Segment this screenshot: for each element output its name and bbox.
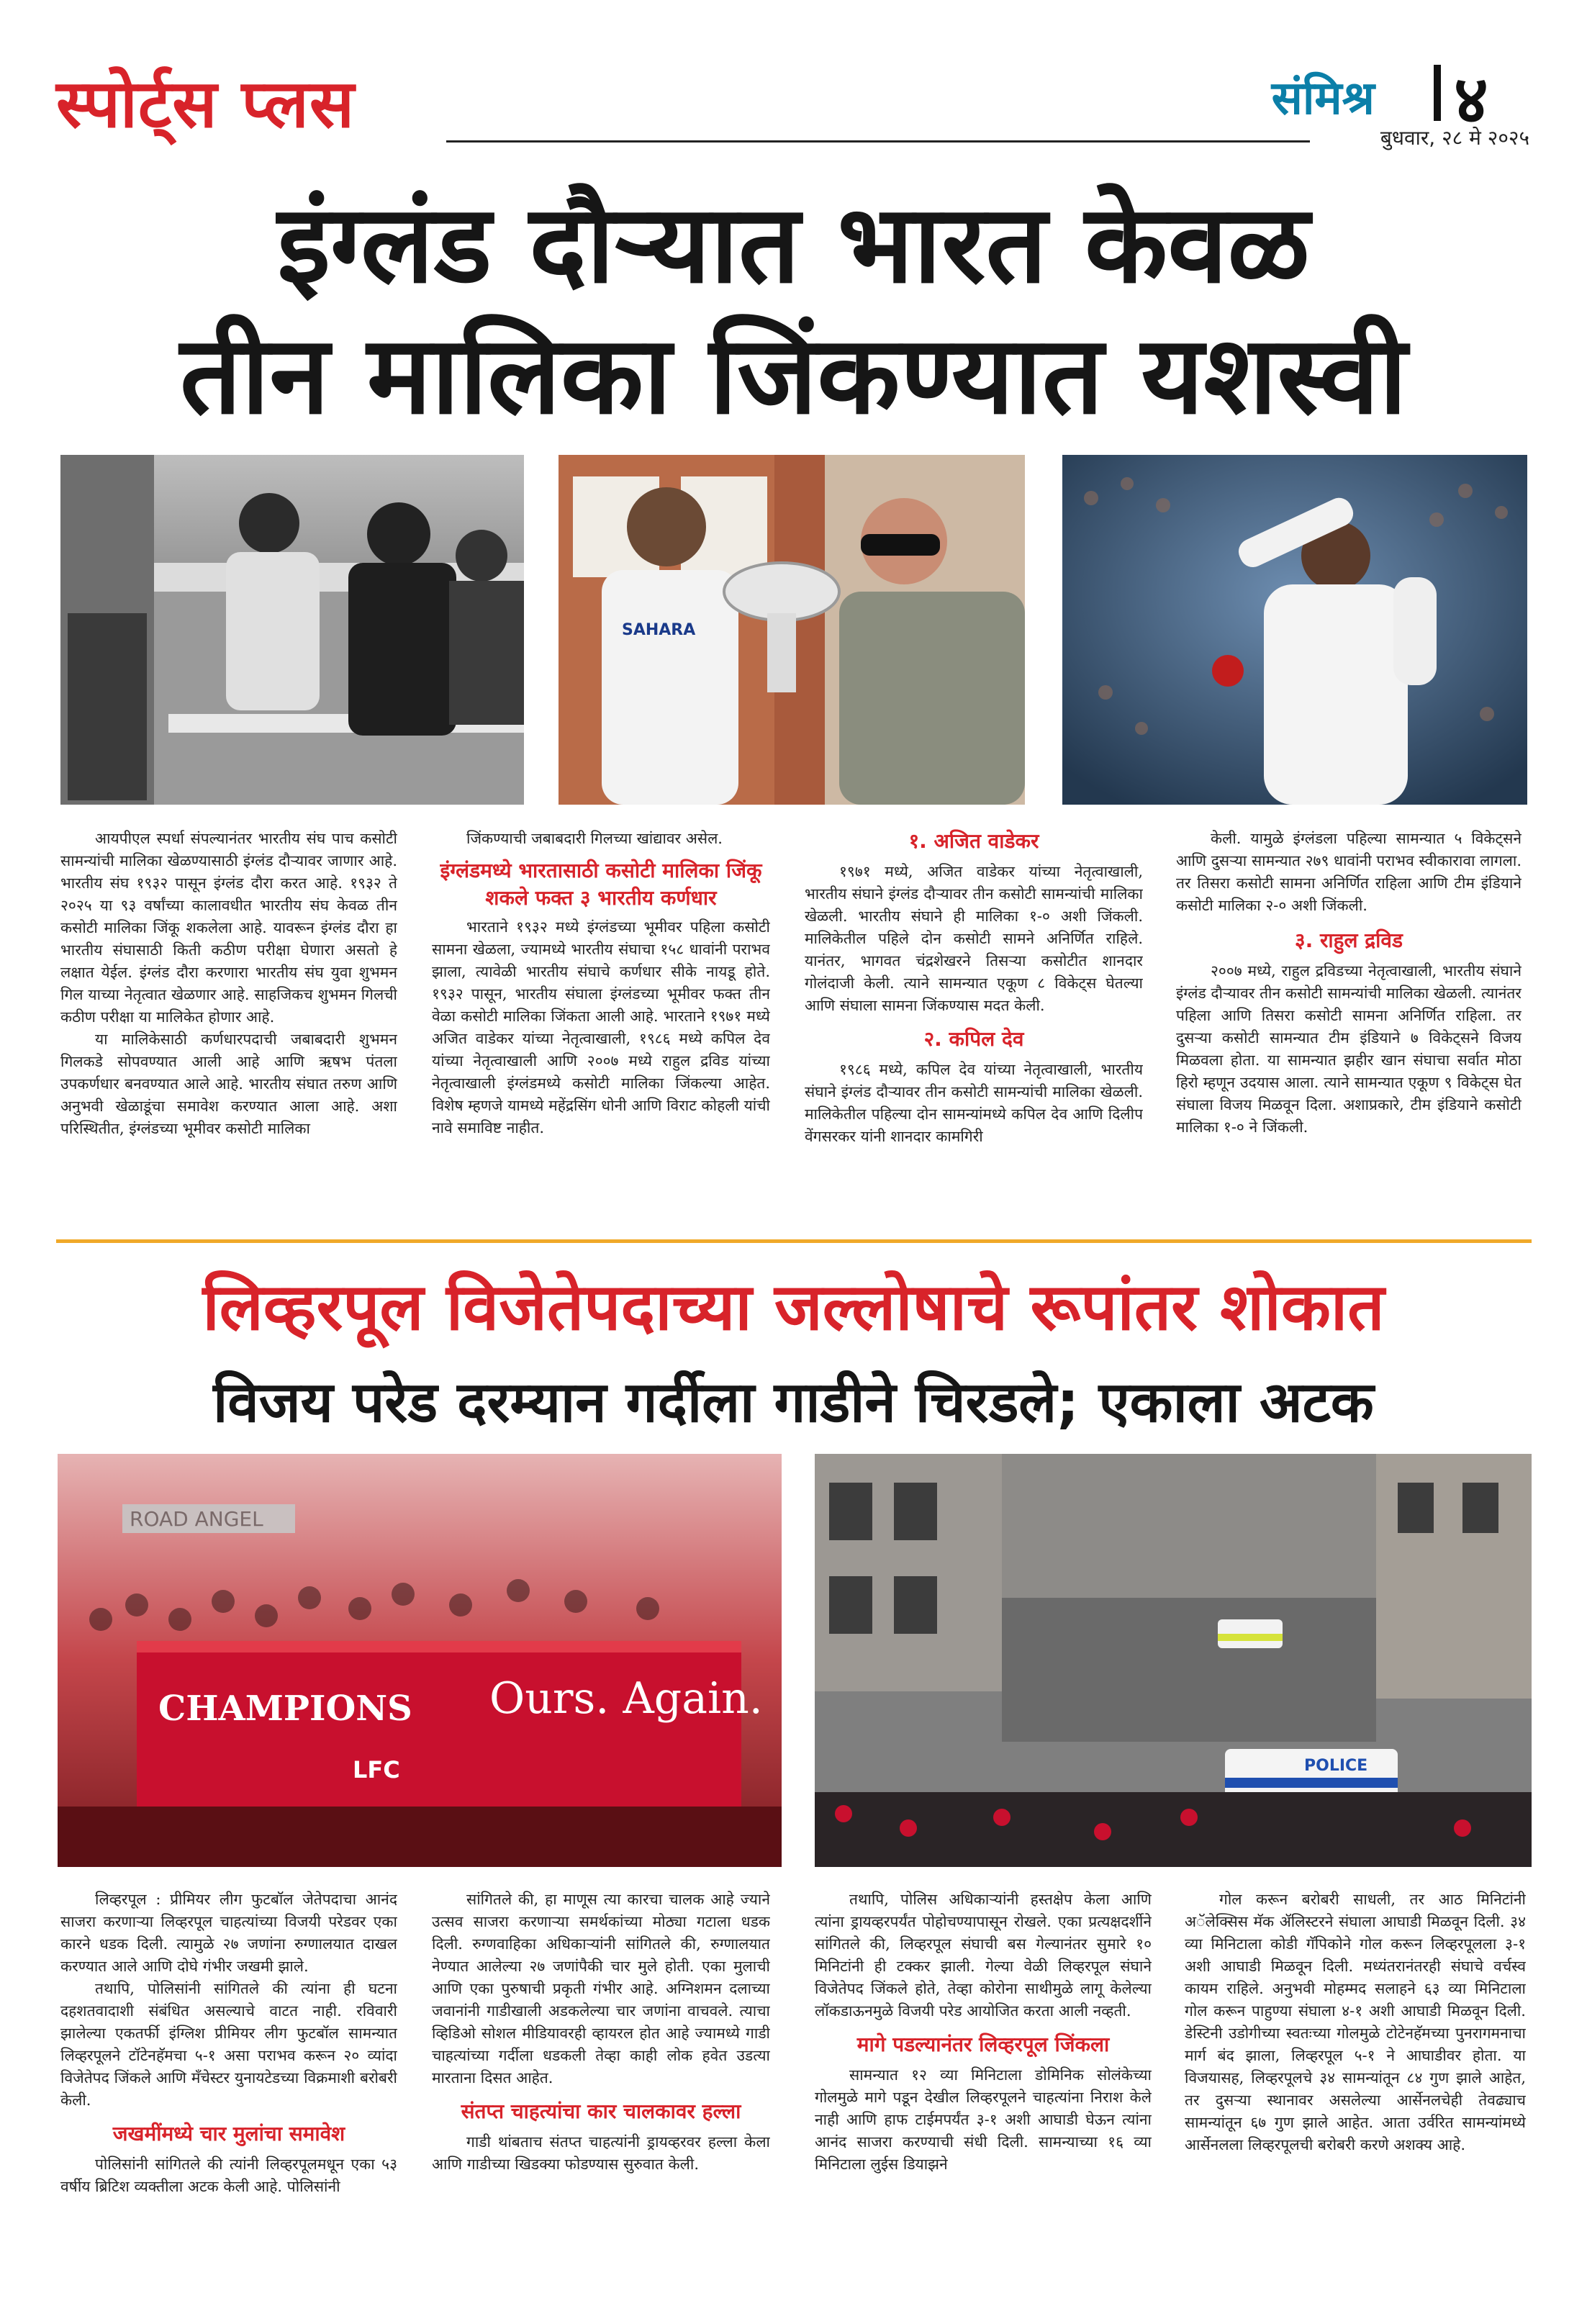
police-van-text: POLICE — [1304, 1757, 1368, 1775]
photo-dravid-trophy — [559, 455, 1025, 805]
paragraph: गोल करून बरोबरी साधली, तर आठ मिनिटांनी अॅलेक्सिस मॅक ॲलिस्टरने संघाला आघाडी मिळवून दिली. ३४ व्या मिनिटाला कोडी गॅपिकोने गोल करून लिव्हरपूलला ३-१ अशी आघाडी मिळवून दिली. मध्यंतरानंतरही संघाचे वर्चस्व कायम राहिले. अनुभवी मोहम्मद सलाहने ६३ व्या मिनिटाला गोल करून पाहुण्या संघाला ४-१ अशी आघाडी मिळवून दिली. डेस्टिनी उडोगीच्या स्वतःच्या गोलमुळे टोटेनहॅमच्या पुनरागमनाचा मार्ग बंद झाला, लिव्हरपूल ५-१ ने आघाडीवर होता. या विजयासह, लिव्हरपूलचे ३४ सामन्यांतून ८४ गुण झाले आहेत, तर दुसऱ्या स्थानावर असलेल्या आर्सेनलचेही तेवढ्याच सामन्यांतून ६७ गुण झाले आहेत. आता उर्वरित सामन्यांमध्ये आर्सेनलला लिव्हरपूलची बरोबरी करणे अशक्य आहे. — [1185, 1891, 1526, 2153]
subheading-liverpool-won: मागे पडल्यानंतर लिव्हरपूल जिंकला — [856, 2033, 1110, 2056]
masthead-rule — [446, 140, 1310, 143]
headline-liverpool: लिव्हरपूल विजेतेपदाच्या जल्लोषाचे रूपांतर शोकात — [202, 1270, 1385, 1345]
subheadline-liverpool: विजय परेड दरम्यान गर्दीला गाडीने चिरडले; एकाला अटक — [213, 1370, 1374, 1435]
section-divider — [56, 1239, 1532, 1243]
paragraph: २००७ मध्ये, राहुल द्रविडच्या नेतृत्वाखाली, भारतीय संघाने इंग्लंड दौऱ्यावर तीन कसोटी सामन्यांची मालिका खेळली. त्यानंतर पहिला आणि तिसरा कसोटी सामना अनिर्णित राहिला. तर दुसऱ्या कसोटी सामन्यात टीम इंडियाने ७ विकेट्सने विजय मिळवला होता. या सामन्यात झहीर खान संघाचा सर्वात मोठा हिरो म्हणून उदयास आला. त्याने सामन्यात एकूण ९ विकेट्स घेत संघाला विजय मिळवून दिला. अशाप्रकारे, टीम इंडियाने कसोटी मालिका १-० ने जिंकली. — [1176, 962, 1522, 1136]
story2-column-2 — [432, 1889, 770, 2306]
headline-line-1: इंग्लंड दौऱ्यात भारत केवळ — [277, 182, 1310, 307]
story2-column-1 — [60, 1889, 397, 2306]
subheading-wadekar: १. अजित वाडेकर — [908, 829, 1039, 853]
subheading-injured-children: जखमींमध्ये चार मुलांचा समावेश — [112, 2122, 345, 2146]
photo-parade-bus — [58, 1454, 782, 1867]
paragraph: जिंकण्याची जबाबदारी गिलच्या खांद्यावर असेल. — [466, 830, 723, 847]
bus-club-text: LFC — [353, 1756, 400, 1783]
page-number: ४ — [1454, 60, 1488, 138]
paragraph: केली. यामुळे इंग्लंडला पहिल्या सामन्यात ५ विकेट्सने आणि दुसऱ्या सामन्यात २७९ धावांनी पराभव स्वीकारावा लागला. तर तिसरा कसोटी सामना अनिर्णित राहिला आणि टीम इंडियाने कसोटी मालिका २-० अशी जिंकली. — [1176, 830, 1522, 914]
paragraph: या मालिकेसाठी कर्णधारपदाची जबाबदारी शुभमन गिलकडे सोपवण्यात आली आहे आणि ऋषभ पंतला उपकर्णधार बनवण्यात आले आहे. भारतीय संघात तरुण आणि अनुभवी खेळाडूंचा समावेश करण्यात आला आहे. अशा परिस्थितीत, इंग्लंडच्या भूमीवर कसोटी मालिका — [60, 1031, 397, 1137]
paragraph: भारताने १९३२ मध्ये इंग्लंडच्या भूमीवर पहिला कसोटी सामना खेळला, ज्यामध्ये भारतीय संघाचा १५८ धावांनी पराभव झाला, त्यावेळी भारतीय संघाचे कर्णधार सीके नायडू होते. १९३२ पासून, भारतीय संघाला इंग्लंडच्या भूमीवर फक्त तीन वेळा कसोटी मालिका जिंकता आली आहे. भारताने १९७१ मध्ये अजित वाडेकर यांच्या नेतृत्वाखाली, १९८६ मध्ये कपिल देव यांच्या नेतृत्वाखाली आणि २००७ मध्ये राहुल द्रविड यांच्या नेतृत्वाखाली इंग्लंडमध्ये कसोटी मालिका जिंकल्या आहेत. विशेष म्हणजे यामध्ये महेंद्रसिंग धोनी आणि विराट कोहली यांची नावे समाविष्ट नाहीत. — [432, 918, 770, 1136]
story2-column-3 — [815, 1889, 1152, 2306]
story1-column-1 — [60, 828, 397, 1231]
paragraph: पोलिसांनी सांगितले की त्यांनी लिव्हरपूलमधून एका ५३ वर्षीय ब्रिटिश व्यक्तीला अटक केली आहे. पोलिसांनी — [60, 2156, 397, 2195]
subheading-captains: इंग्लंडमध्ये भारतासाठी कसोटी मालिका जिंकू शकले फक्त ३ भारतीय कर्णधार — [440, 859, 762, 910]
paragraph: सामन्यात १२ व्या मिनिटाला डोमिनिक सोलंकेच्या गोलमुळे मागे पडून देखील लिव्हरपूलने चाहत्यांना निराश केले नाही आणि हाफ टाईमपर्यंत ३-१ अशी आघाडी घेऊन त्यांना आनंद साजरा करण्याची संधी दिली. सामन्याच्या १६ व्या मिनिटाला लुईस डियाझने — [815, 2066, 1152, 2173]
headline-line-2: तीन मालिका जिंकण्यात यशस्वी — [180, 313, 1407, 438]
paragraph: गाडी थांबताच संतप्त चाहत्यांनी ड्रायव्हरवर हल्ला केला आणि गाडीच्या खिडक्या फोडण्यास सुरुवात केली. — [432, 2133, 770, 2173]
photo-wadekar-balcony — [60, 455, 524, 805]
masthead-separator — [1434, 65, 1441, 121]
brand-logo: स्पोर्ट्स प्लस — [56, 65, 356, 143]
paragraph: आयपीएल स्पर्धा संपल्यानंतर भारतीय संघ पाच कसोटी सामन्यांची मालिका खेळण्यासाठी इंग्लंड दौऱ्यावर जाणार आहे. भारतीय संघ १९३२ पासून इंग्लंड दौरा करत आहे. १९३२ ते २०२५ या ९३ वर्षांच्या कालावधीत भारतीय संघ केवळ तीन कसोटी मालिका जिंकू शकलेला आहे. यावरून इंग्लंड दौरा हा भारतीय संघासाठी किती कठीण परीक्षा घेणारा असतो हे लक्षात येईल. इंग्लंड दौरा करणारा भारतीय संघ युवा शुभमन गिल याच्या नेतृत्वात खेळणार आहे. साहजिकच शुभमन गिलची कठीण परीक्षा या मालिकेत होणार आहे. — [60, 830, 397, 1026]
story1-column-4 — [1176, 828, 1522, 1231]
subheading-dravid: ३. राहुल द्रविड — [1295, 928, 1403, 952]
story1-column-3 — [805, 828, 1143, 1231]
paragraph: तथापि, पोलिस अधिकाऱ्यांनी हस्तक्षेप केला आणि त्यांना ड्रायव्हरपर्यंत पोहोचण्यापासून रोखले. एका प्रत्यक्षदर्शीने सांगितले की, लिव्हरपूल संघाची बस गेल्यानंतर सुमारे १० मिनिटांनी ही टक्कर झाली. गेल्या वेळी लिव्हरपूल संघाने विजेतेपद जिंकले होते, तेव्हा कोरोना साथीमुळे लागू केलेल्या लॉकडाऊनमुळे विजयी परेड आयोजित करता आली नव्हती. — [815, 1891, 1152, 2020]
bus-champions-text: CHAMPIONS — [158, 1688, 412, 1729]
subheading-kapil-dev: २. कपिल देव — [923, 1027, 1024, 1051]
paragraph: १९८६ मध्ये, कपिल देव यांच्या नेतृत्वाखाली, भारतीय संघाने इंग्लंड दौऱ्यावर तीन कसोटी सामन्यांची मालिका खेळली. मालिकेतील पहिल्या दोन सामन्यांमध्ये कपिल देव आणि दिलीप वेंगसरकर यांनी शानदार कामगिरी — [805, 1061, 1143, 1145]
dateline: बुधवार, २८ मे २०२५ — [1380, 126, 1529, 150]
paragraph: तथापि, पोलिसांनी सांगितले की त्यांना ही घटना दहशतवादाशी संबंधित असल्याचे वाटत नाही. रविवारी झालेल्या एकतर्फी इंग्लिश प्रीमियर लीग फुटबॉल सामन्यात लिव्हरपूलने टॉटेनहॅमचा ५-१ असा पराभव करून २० व्यांदा विजेतेपद जिंकले आणि मँचेस्टर युनायटेडच्या विक्रमाशी बरोबरी केली. — [60, 1980, 397, 2109]
paragraph: लिव्हरपूल : प्रीमियर लीग फुटबॉल जेतेपदाचा आनंद साजरा करणाऱ्या लिव्हरपूल चाहत्यांच्या विजयी परेडवर एका कारने धडक दिली. त्यामुळे २७ जणांना रुग्णालयात दाखल करण्यात आले आणि दोघे गंभीर जखमी झाले. — [60, 1891, 397, 1975]
story1-column-2 — [432, 828, 770, 1231]
subheading-angry-fans: संतप्त चाहत्यांचा कार चालकावर हल्ला — [461, 2099, 741, 2123]
photo-crash-scene — [815, 1454, 1532, 1867]
sign-text: ROAD ANGEL — [130, 1507, 263, 1531]
sponsor-logo-text: SAHARA — [622, 621, 696, 639]
photo-bowler-celebration — [1062, 455, 1527, 805]
story2-column-4 — [1185, 1889, 1526, 2306]
bus-slogan-text: Ours. Again. — [489, 1673, 763, 1724]
section-name: संमिश्र — [1271, 71, 1375, 125]
paragraph: १९७१ मध्ये, अजित वाडेकर यांच्या नेतृत्वाखाली, भारतीय संघाने इंग्लंड दौऱ्यावर तीन कसोटी सामन्यांची मालिका खेळली. भारतीय संघाने ही मालिका १-० अशी जिंकली. मालिकेतील पहिले दोन कसोटी सामने अनिर्णित राहिले. यानंतर, भागवत चंद्रशेखरने तिसऱ्या कसोटीत शानदार गोलंदाजी केली. त्याने सामन्यात एकूण ८ विकेट्स घेतल्या आणि संघाला सामना जिंकण्यास मदत केली. — [805, 863, 1143, 1014]
paragraph: सांगितले की, हा माणूस त्या कारचा चालक आहे ज्याने उत्सव साजरा करणाऱ्या समर्थकांच्या मोठ्या गटाला धडक दिली. रुग्णवाहिका अधिकाऱ्यांनी सांगितले की, रुग्णालयात नेण्यात आलेल्या २७ जणांपैकी चार मुले होती. एका मुलाची आणि एका पुरुषाची प्रकृती गंभीर आहे. अग्निशमन दलाच्या जवानांनी गाडीखाली अडकलेल्या चार जणांना वाचवले. त्याचा व्हिडिओ सोशल मीडियावरही व्हायरल होत आहे ज्यामध्ये गाडी चाहत्यांच्या गर्दीला धडकली तेव्हा काही लोक हवेत उडत्या मारताना दिसत आहेत. — [432, 1891, 770, 2086]
